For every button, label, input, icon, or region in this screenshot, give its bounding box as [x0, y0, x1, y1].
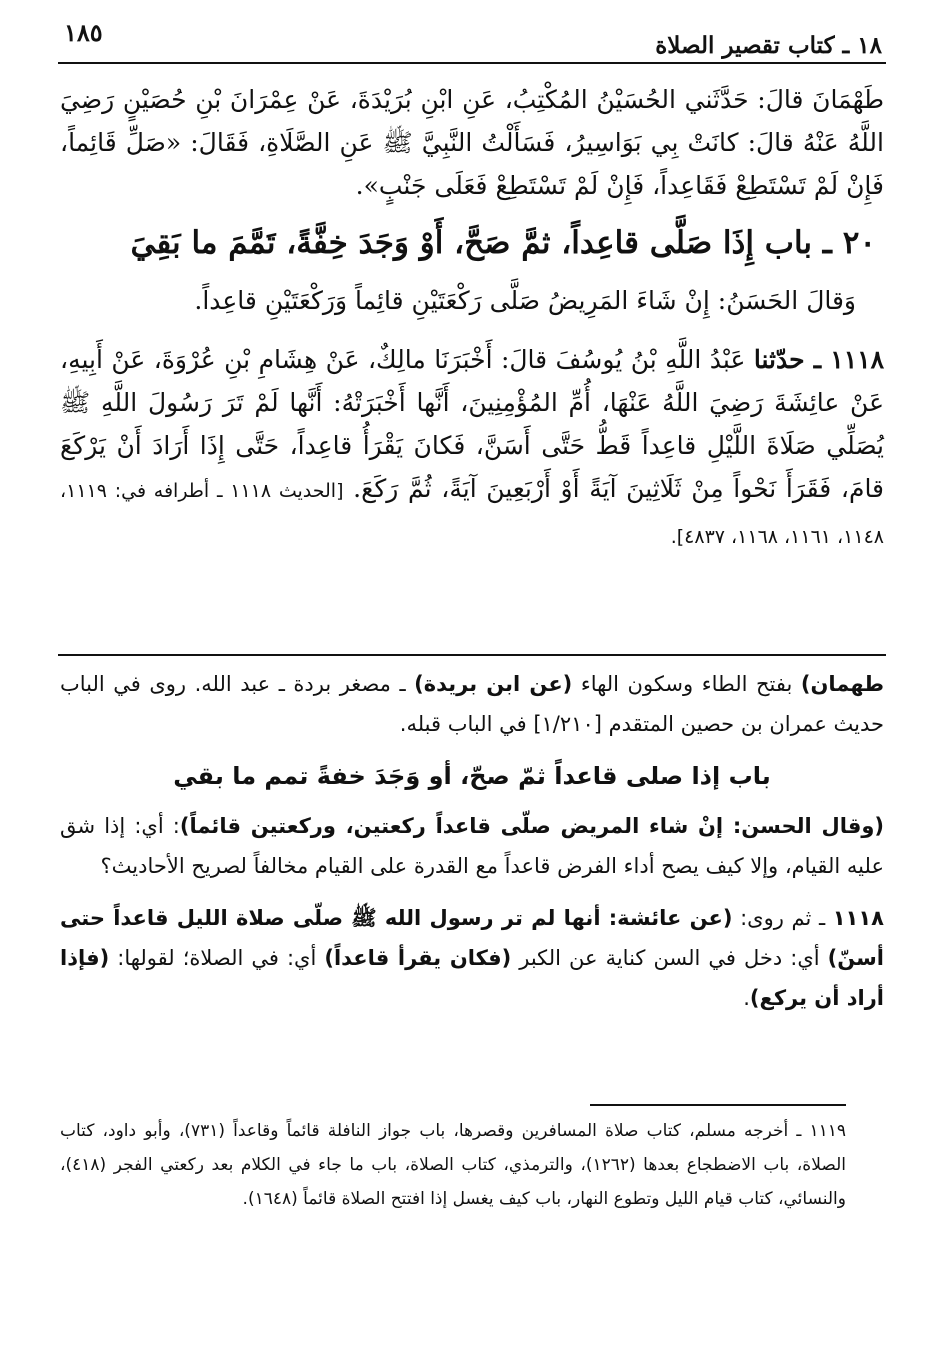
commentary-heading: باب إذا صلى قاعداً ثمّ صحّ، أو وَجَدَ خفةً تمم ما بقي: [173, 762, 771, 790]
commentary-para-2: [60, 806, 884, 886]
commentary-term: (فكان يقرأ قاعداً): [324, 946, 512, 970]
hadith-1118: [60, 338, 884, 559]
commentary-term: طهمان): [800, 672, 885, 696]
commentary-term: (عن ابن بريدة): [414, 672, 573, 696]
header-rule: [58, 62, 886, 64]
commentary-text: أي: في الصلاة؛ لقولها:: [109, 946, 325, 970]
hadith-text: عَبْدُ اللَّهِ بْنُ يُوسُفَ قالَ: أَخْبَرَنَا مالِكٌ، عَنْ هِشَامِ بْنِ عُرْوَةَ، عَنْ أَبِيهِ، عَنْ عائِشَةَ رَضِيَ اللَّهُ عَنْهَا، أُمِّ المُؤْمِنِينَ، أَنَّها أَخْبَرَتْهُ: أَنَّها لَمْ تَرَ رَسُولَ اللَّهِ ﷺ يُصَلِّي صَلَاةَ اللَّيْلِ قاعِداً قَطُّ حَتَّى أَسَنَّ، فَكانَ يَقْرَأُ قاعِداً، حَتَّى إِذَا أَرَادَ أَنْ يَرْكَعَ قامَ، فَقَرَأَ نَحْواً مِنْ ثَلَاثِينَ آيَةً أَوْ أَرْبَعِينَ آيَةً، ثُمَّ رَكَعَ.: [60, 345, 885, 503]
commentary-text: ـ ثم روى:: [732, 906, 833, 930]
commentary-hadith-number: ١١١٨: [832, 906, 884, 930]
commentary-term: (وقال الحسن: إنْ شاء المريض صلّى قاعداً ركعتين، وركعتين قائماً): [179, 814, 885, 838]
hadith-references: [الحديث ١١١٨ ـ أطرافه في: ١١١٩، ١١٤٨، ١١٦١، ١١٦٨، ٤٨٣٧].: [60, 480, 884, 548]
running-head: ١٨ ـ كتاب تقصير الصلاة: [655, 32, 882, 59]
page-number: ١٨٥: [64, 18, 103, 47]
main-text: [60, 78, 884, 559]
commentary-text: : أي: إذا شق عليه القيام، وإلا كيف يصح أداء الفرض قاعداً مع القدرة على القيام مخالفاً لصريح الأحاديث؟: [60, 814, 884, 878]
hadith-continuation: طَهْمَانَ قالَ: حَدَّثَني الحُسَيْنُ المُكْتِبُ، عَنِ ابْنِ بُرَيْدَةَ، عَنْ عِمْرَانَ بْنِ حُصَيْنٍ رَضِيَ اللَّهُ عَنْهُ قالَ: كانَتْ بِي بَوَاسِيرُ، فَسَأَلْتُ النَّبِيَّ ﷺ عَنِ الصَّلَاةِ، فَقَالَ: «صَلِّ قَائِماً، فَإِنْ لَمْ تَسْتَطِعْ فَقَاعِداً، فَإِنْ لَمْ تَسْتَطِعْ فَعَلَى جَنْبٍ».: [60, 85, 884, 200]
commentary-text: ـ مصغر بردة ـ عبد الله. روى في الباب حديث عمران بن حصين المتقدم [١/٢١٠] في الباب قبله.: [60, 672, 884, 736]
commentary: [60, 664, 884, 1018]
hasan-statement: وَقالَ الحَسَنُ: إِنْ شَاءَ المَرِيضُ صَلَّى رَكْعَتَيْنِ قائِماً وَرَكْعَتَيْنِ قاعِداً.: [194, 286, 856, 315]
commentary-term: (فإذا أراد أن يركع): [60, 946, 884, 1010]
commentary-text: .: [743, 986, 750, 1010]
commentary-para-3: [60, 898, 884, 1018]
commentary-term: (عن عائشة: أنها لم تر رسول الله ﷺ صلّى صلاة الليل قاعداً حتى أسنّ): [60, 906, 884, 970]
commentary-text: بفتح الطاء وسكون الهاء: [572, 672, 801, 696]
commentary-divider: [58, 654, 886, 656]
commentary-text: أي: دخل في السن كناية عن الكبر: [511, 946, 828, 970]
commentary-para-1: [60, 664, 884, 744]
footnote: ١١١٩ ـ أخرجه مسلم، كتاب صلاة المسافرين وقصرها، باب جواز النافلة قائماً وقاعداً (٧٣١)، وأبو داود، كتاب الصلاة، باب الاضطجاع بعدها (١٢٦٢)، والترمذي، كتاب الصلاة، باب ما جاء في الكلام بعد ركعتي الفجر (٤١٨)، والنسائي، كتاب قيام الليل وتطوع النهار، باب كيف يغسل إذا افتتح الصلاة قائماً (١٦٤٨).: [60, 1121, 847, 1209]
chapter-heading: ٢٠ ـ باب إِذَا صَلَّى قاعِداً، ثمَّ صَحَّ، أَوْ وَجَدَ خِفَّةً، تَمَّمَ ما بَقِيَ: [130, 225, 876, 261]
hadith-number: ١١١٨ ـ حدّثنا: [753, 345, 884, 374]
footnote-rule: [590, 1104, 846, 1106]
page-header: [58, 18, 886, 66]
